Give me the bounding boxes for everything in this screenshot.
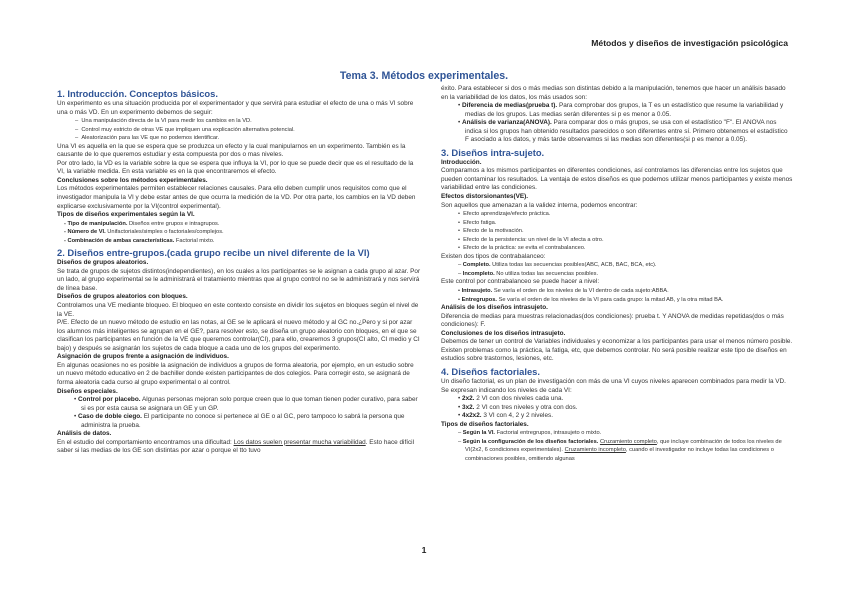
paragraph: En algunas ocasiones no es posible la asignación de individuos a grupos de forma aleatoria, por ejemplo, en un estudio sobre un nuevo método educativo en 2 de bachiller donde existen participantes de dos colegios. Para corregir esto, se asignará de forma aleatoria cada curso al grupo experimental o al control.: [57, 361, 414, 386]
paragraph: Son aquellos que amenazan a la validez interna, podemos encontrar:: [441, 201, 638, 209]
section-heading: 3. Diseños intra-sujeto.: [441, 146, 545, 158]
list-item: • Efecto aprendizaje/efecto práctica.: [458, 211, 551, 218]
right-column: [441, 85, 793, 463]
subheading: Diseños de grupos aleatorios.: [57, 259, 149, 267]
list-item: • Efecto fatiga.: [458, 219, 497, 226]
subheading: Introducción.: [441, 158, 482, 166]
subheading: Tipos de diseños factoriales.: [441, 420, 529, 428]
list-item: • Efecto de la práctica: se evita el contrabalanceo.: [458, 245, 586, 252]
subheading: Diseños de grupos aleatorios con bloques.: [57, 293, 188, 301]
left-column: [57, 86, 421, 456]
subheading: Conclusiones de los diseños intrasujeto.: [441, 329, 566, 337]
list-item: • Efecto de la persistencia: un nivel de la VI afecta a otro.: [458, 236, 604, 243]
running-header: Métodos y diseños de investigación psicológica: [591, 38, 788, 48]
list-item: - Tipo de manipulación. Diseños entre grupos e intragrupos.: [64, 220, 220, 227]
paragraph: P/E. Efecto de un nuevo método de estudio en las notas, al GE se le aplicará el nuevo método y al GC no.¿Pero y si por azar los alumnos más inteligentes se agrupan en el GE?, para resolver esto, se diseña un grupo aleatorio con bloques, en el que se clasifican los participantes en función de la VE que queremos controlar(CI), para ello, crearemos 3 grupos(CI alto, CI medio y CI bajo) y después se asignarán los sujetos de cada bloque a cada uno de los grupos del experimento.: [57, 319, 420, 352]
subheading: Análisis de datos.: [57, 430, 112, 438]
list-item: • Efecto de la motivación.: [458, 228, 524, 235]
paragraph: Un diseño factorial, es un plan de investigación con más de una VI cuyos niveles aparecen combinados para medir la VD. Se expresan indicando los niveles de cada VI:: [441, 377, 786, 394]
subheading: Conclusiones sobre los métodos experimentales.: [57, 176, 208, 184]
list-item: – Una manipulación directa de la VI para medir los cambios en la VD.: [75, 118, 252, 125]
paragraph: Por otro lado, la VD es la variable sobre la que se espera que influya la VI, por lo que se puede decir que es el resultado de la VI, la variable medida. En esta variable es en la que encontraremos el efecto.: [57, 159, 414, 176]
section-heading: 1. Introducción. Conceptos básicos.: [57, 88, 218, 99]
subheading: Tipos de diseños experimentales según la VI.: [57, 211, 195, 219]
list-item: – Control muy estricto de otras VE que impliquen una explicación alternativa potencial.: [75, 126, 295, 133]
subheading: Diseños especiales.: [57, 387, 118, 395]
list-item: • 4x2x2. 3 VI con 4, 2 y 2 niveles.: [458, 412, 553, 420]
paragraph: Controlamos una VE mediante bloqueo. El bloqueo en este contexto consiste en dividir los sujetos en bloques según el nivel de la VE.: [57, 302, 419, 318]
section-heading: 2. Diseños entre-grupos.(cada grupo recibe un nivel diferente de la VI): [57, 247, 370, 259]
subheading: Efectos distorsionantes(VE).: [441, 193, 529, 201]
paragraph: Diferencia de medias para muestras relacionadas(dos condiciones): prueba t. Y ANOVA de medidas repetidas(dos o más condiciones): F.: [441, 312, 784, 329]
subheading: Análisis de los diseños intrasujeto.: [441, 304, 548, 312]
list-item: • 3x2. 2 VI con tres niveles y otra con dos.: [458, 403, 578, 411]
list-item: – Según la configuración de los diseños factoriales. Cruzamiento completo, que incluye combinación de todos los niveles de VI(2x2, 6 condiciones experimentales). Cruzamiento incompleto, cuando el investigador no incluye todas las condiciones o combinaciones posibles, omitiendo algunas: [458, 438, 782, 462]
page-number: 1: [421, 545, 427, 555]
paragraph: Este control por contrabalanceo se puede hacer a nivel:: [441, 278, 600, 286]
list-item: • 2x2. 2 VI con dos niveles cada una.: [458, 395, 564, 403]
list-item: • Intrasujeto. Se varía el orden de los niveles de la VI dentro de cada sujeto:ABBA.: [458, 288, 669, 295]
list-item: • Caso de doble ciego. El participante no conoce si pertenece al GE o al GC, pero tampoco lo sabrá la persona que administra la prueba.: [74, 413, 405, 429]
paragraph: Comparamos a los mismos participantes en diferentes condiciones, así controlamos las diferencias entre los sujetos que pueden contaminar los resultados. La ventaja de estos diseños es que podemos utilizar menos participantes y existe menos variabilidad entre las condiciones.: [441, 167, 793, 192]
paragraph: En el estudio del comportamiento encontramos una dificultad: Los datos suelen presentar mucha variabilidad. Esto hace difícil saber si las medias de los GE son distintas por azar o porque el tto tuvo: [57, 438, 415, 455]
list-item: • Entregrupos. Se varía el orden de los niveles de la VI para cada grupo: la mitad AB, y la otra mitad BA.: [458, 296, 724, 303]
list-item: – Según la VI. Factorial entregrupos, intrasujeto o mixto.: [458, 430, 602, 437]
list-item: • Análisis de varianza(ANOVA). Para comparar dos o más grupos, se usa con el estadístico "F". El ANOVA nos indica si los grupos han obtenido resultados parecidos o son diferentes entre sí. Primero obtenemos el estadístico F asociado a los datos, y más tarde observamos si las medias son diferentes(si p es menor a 0.05).: [458, 119, 788, 144]
list-item: - Combinación de ambas características. Factorial mixto.: [64, 237, 215, 244]
list-item: • Control por placebo. Algunas personas mejoran solo porque creen que lo que toman tienen poder curativo, para saber si es por esta causa se asignara un GE y un GP.: [74, 396, 418, 412]
subheading: Asignación de grupos frente a asignación de individuos.: [57, 353, 229, 361]
list-item: – Aleatorización para las VE que no podemos identificar.: [75, 135, 220, 142]
paragraph: éxito. Para establecer si dos o más medias son distintas debido a la manipulación, tenemos que hacer un análisis basado en la variabilidad de los datos, los más usados son:: [441, 85, 786, 101]
paragraph: Existen dos tipos de contrabalanceo:: [441, 252, 546, 260]
paragraph: Se trata de grupos de sujetos distintos(independientes), en los cuales a los participantes se le asignan a cada grupo al azar. Por un lado, al grupo experimental se le administrará el tratamiento mientras que al grupo control no se le administrará y nos servirá de línea base.: [57, 267, 421, 292]
page-title: Tema 3. Métodos experimentales.: [339, 70, 509, 82]
list-item: – Incompleto. No utiliza todas las secuencias posibles.: [458, 270, 599, 277]
list-item: - Número de VI. Unifactoriales/simples o factoriales/complejos.: [64, 229, 224, 236]
list-item: • Diferencia de medias(prueba t). Para comprobar dos grupos, la T es un estadístico que resume la variabilidad y medias de los grupos. Las medias serán diferentes si p es menor a 0.05.: [458, 102, 784, 118]
paragraph: Una VI es aquella en la que se espera que se produzca un efecto y la cual manipularnos en un experimento. También es la causante de lo que queremos estudiar y esta compuesta por dos o mas niveles.: [57, 142, 406, 159]
paragraph: Los métodos experimentales permiten establecer relaciones causales. Para ello deben cumplir unos requisitos como que el investigador manipula la VI y debe estar antes de que ocurra la medición de la VD. Por otra parte, los cambios en la VD deben explicarse exclusivamente por la VI(control experimental).: [57, 185, 416, 210]
section-heading: 4. Diseños factoriales.: [441, 365, 541, 377]
list-item: – Completo. Utiliza todas las secuencias posibles(ABC, ACB, BAC, BCA, etc).: [458, 262, 657, 269]
paragraph: Debemos de tener un control de Variables individuales y economizar a los participantes para usar el menos número posible. Existen problemas como la práctica, la fatiga, etc, que debemos controlar. No será posible realizar este tipo de diseños en estudios sobre trastornos, lesiones, etc.: [441, 338, 793, 363]
paragraph: Un experimento es una situación producida por el experimentador y que servirá para estudiar el efecto de una o más VI sobre una o más VD. En un experimento debemos de seguir:: [57, 100, 414, 116]
